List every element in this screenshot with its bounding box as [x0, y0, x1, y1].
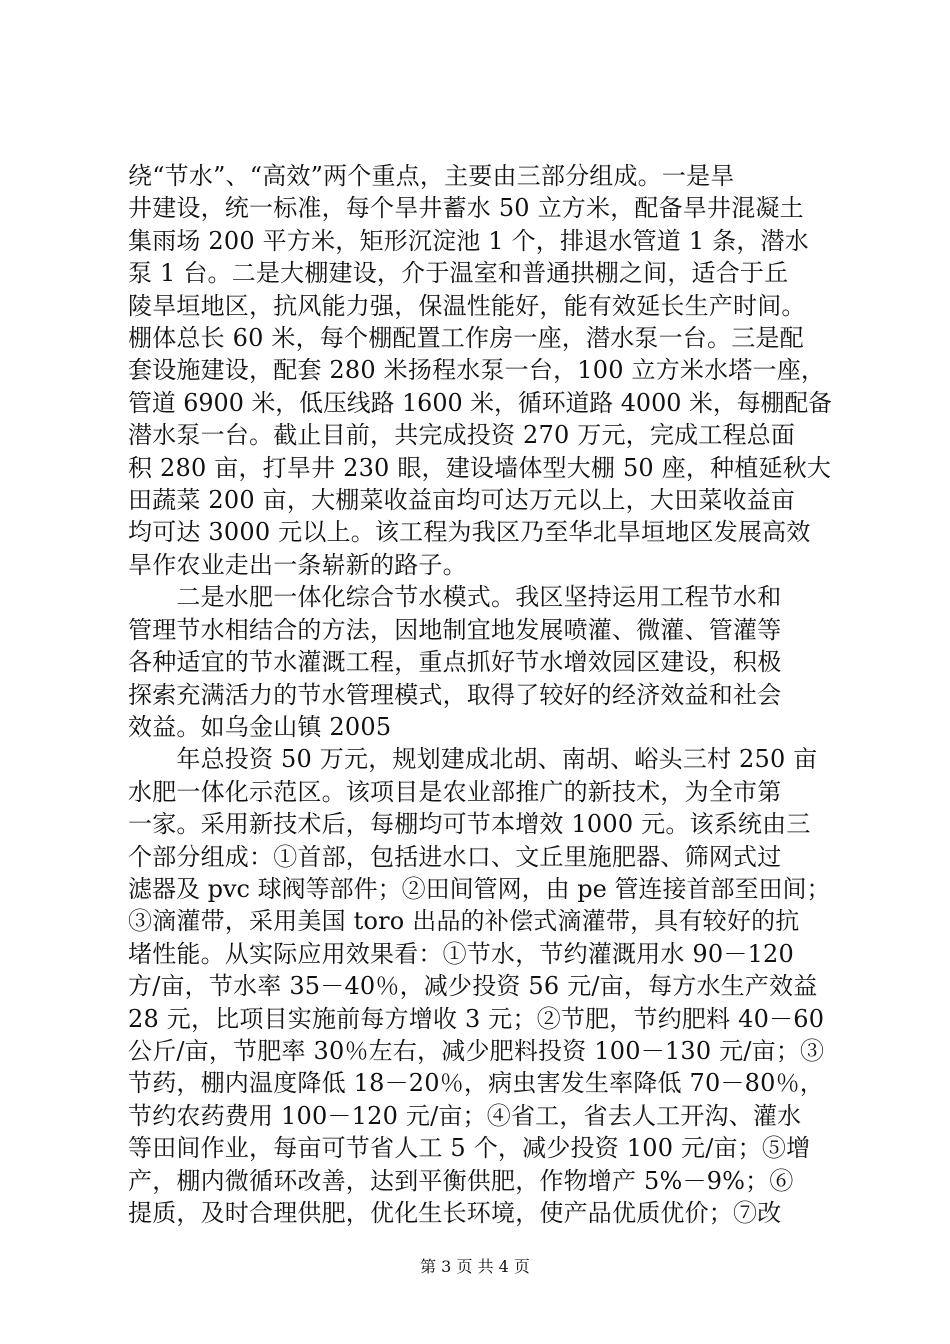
text-line: 探索充满活力的节水管理模式，取得了较好的经济效益和社会	[128, 680, 782, 709]
text-line: 井建设，统一标准，每个旱井蓄水 50 立方米，配备旱井混凝土	[128, 194, 804, 223]
text-line: 旱作农业走出一条崭新的路子。	[128, 550, 467, 579]
paragraph-start-line: 二是水肥一体化综合节水模式。我区坚持运用工程节水和	[128, 583, 782, 612]
text-line: 节约农药费用 100－120 元/亩；④省工，省去人工开沟、灌水	[128, 1101, 802, 1130]
page-number-footer: 第 3 页 共 4 页	[420, 1257, 530, 1276]
text-line: 个部分组成：①首部，包括进水口、文丘里施肥器、筛网式过	[128, 842, 782, 871]
text-line: 套设施建设，配套 280 米扬程水泵一台，100 立方米水塔一座，	[128, 356, 826, 385]
paragraph-start-line: 年总投资 50 万元，规划建成北胡、南胡、峪头三村 250 亩	[128, 745, 818, 774]
text-line: 一家。采用新技术后，每棚均可节本增效 1000 元。该系统由三	[128, 810, 811, 839]
text-line: 潜水泵一台。截止目前，共完成投资 270 万元，完成工程总面	[128, 421, 796, 450]
text-line: 水肥一体化示范区。该项目是农业部推广的新技术，为全市第	[128, 777, 782, 806]
text-line: 提质，及时合理供肥，优化生长环境，使产品优质优价；⑦改	[128, 1199, 782, 1227]
text-line: 28 元，比项目实施前每方增收 3 元；②节肥，节约肥料 40－60	[128, 1004, 825, 1033]
text-line: 田蔬菜 200 亩，大棚菜收益亩均可达万元以上，大田菜收益亩	[128, 486, 796, 515]
text-line: 产，棚内微循环改善，达到平衡供肥，作物增产 5%－9%；⑥	[128, 1166, 794, 1195]
text-line: 绕“节水”、“高效”两个重点，主要由三部分组成。一是旱	[128, 162, 735, 190]
text-line: 等田间作业，每亩可节省人工 5 个，减少投资 100 元/亩；⑤增	[128, 1134, 811, 1163]
text-line: 公斤/亩，节肥率 30％左右，减少肥料投资 100－130 元/亩；③	[128, 1036, 825, 1065]
text-line: 堵性能。从实际应用效果看：①节水，节约灌溉用水 90－120	[128, 939, 794, 968]
text-line: 管道 6900 米，低压线路 1600 米，循环道路 4000 米，每棚配备	[128, 388, 832, 417]
body-text	[128, 160, 832, 1229]
text-line: 棚体总长 60 米，每个棚配置工作房一座，潜水泵一台。三是配	[128, 324, 804, 353]
text-line: 滤器及 pvc 球阀等部件；②田间管网，由 pe 管连接首部至田间；	[128, 874, 831, 903]
text-line: 节药，棚内温度降低 18－20％，病虫害发生率降低 70－80％，	[128, 1069, 825, 1098]
text-line: 方/亩，节水率 35－40％，减少投资 56 元/亩，每方水生产效益	[128, 972, 818, 1001]
text-line: 陵旱垣地区，抗风能力强，保温性能好，能有效延长生产时间。	[128, 291, 806, 320]
text-line: 集雨场 200 平方米，矩形沉淀池 1 个，排退水管道 1 条，潜水	[128, 226, 809, 255]
text-line: 泵 1 台。二是大棚建设，介于温室和普通拱棚之间，适合于丘	[128, 259, 789, 288]
text-line: ③滴灌带，采用美国 toro 出品的补偿式滴灌带，具有较好的抗	[128, 907, 800, 936]
text-line: 效益。如乌金山镇 2005	[128, 712, 392, 741]
text-line: 管理节水相结合的方法，因地制宜地发展喷灌、微灌、管灌等	[128, 615, 782, 644]
text-line: 均可达 3000 元以上。该工程为我区乃至华北旱垣地区发展高效	[128, 518, 811, 547]
text-line: 各种适宜的节水灌溉工程，重点抓好节水增效园区建设，积极	[128, 648, 782, 677]
text-line: 积 280 亩，打旱井 230 眼，建设墙体型大棚 50 座，种植延秋大	[128, 453, 832, 482]
